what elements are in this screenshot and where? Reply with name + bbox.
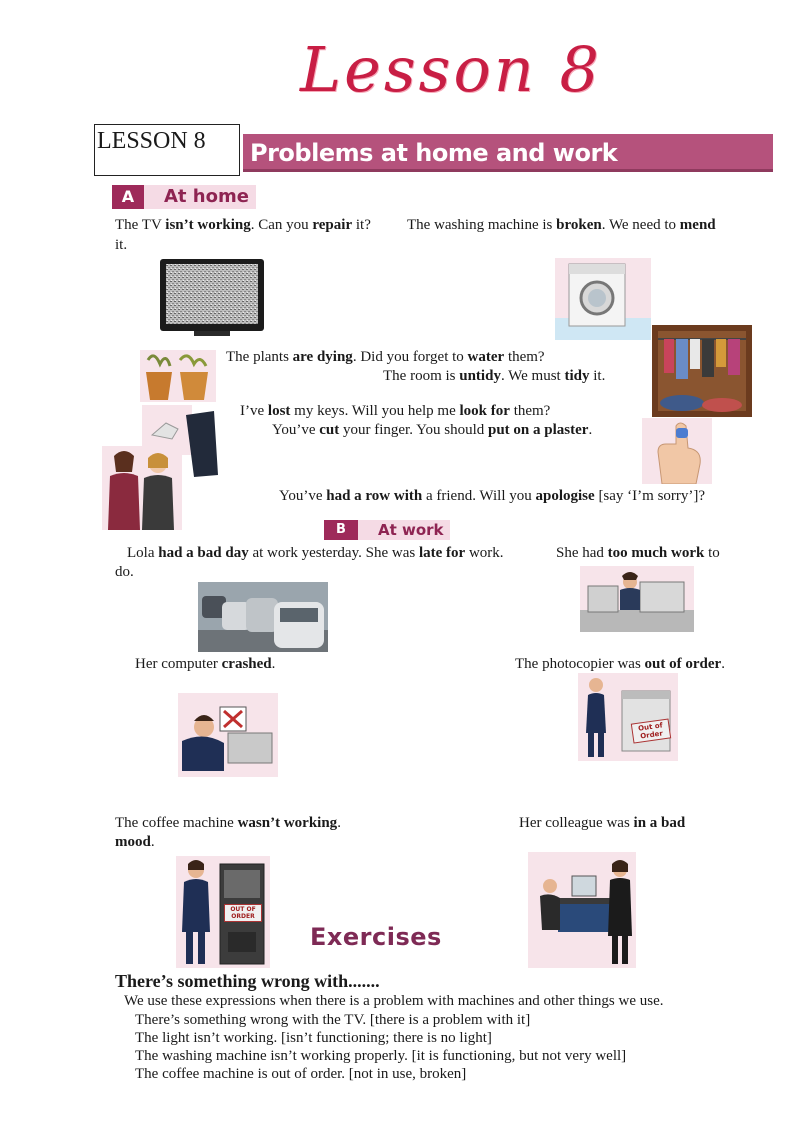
grammar-example: The light isn’t working. [isn’t functioning; there is no light] (135, 1030, 492, 1046)
sentence-too-much-work-end: do. (115, 564, 134, 580)
sentence-colleague: Her colleague was in a bad (519, 815, 686, 831)
coffee-out-of-order-sign: OUT OF ORDER (224, 904, 262, 922)
sentence-too-much-work: She had too much work to (556, 545, 720, 561)
washing-machine-image (555, 258, 651, 340)
grammar-example: The coffee machine is out of order. [not in use, broken] (135, 1066, 467, 1082)
sentence-coffee-machine: The coffee machine wasn’t working. (115, 815, 341, 831)
section-a-header (112, 185, 256, 209)
banner-title: Problems at home and work (250, 139, 618, 167)
row-with-friend-image (102, 446, 182, 530)
sentence-room: The room is untidy. We must tidy it. (383, 368, 606, 384)
sentence-plants: The plants are dying. Did you forget to water them? (226, 349, 545, 365)
sentence-computer-crashed: Her computer crashed. (135, 656, 276, 672)
dying-plants-image (140, 350, 216, 402)
lesson-label-box: LESSON 8 (94, 124, 240, 176)
computer-crash-image (178, 693, 278, 777)
sentence-washing-machine: The washing machine is broken. We need to mend (407, 217, 716, 233)
coffee-machine-image (176, 856, 270, 968)
tv-image (158, 257, 266, 339)
section-b-header (324, 520, 450, 540)
grammar-examples-list (135, 1011, 626, 1083)
sentence-tv: The TV isn’t working. Can you repair it? (115, 217, 371, 233)
sentence-keys: I’ve lost my keys. Will you help me look for them? (240, 403, 551, 419)
sentence-washing-machine-end: it. (115, 237, 128, 253)
cut-finger-image (642, 418, 712, 484)
section-a-letter: A (112, 185, 144, 209)
grammar-example: The washing machine isn’t working properly. [it is functioning, but not very well] (135, 1048, 627, 1064)
untidy-room-image (652, 325, 752, 417)
colleague-bad-mood-image (528, 852, 636, 968)
grammar-example: There’s something wrong with the TV. [there is a problem with it] (135, 1012, 531, 1028)
sentence-bad-day: Lola had a bad day at work yesterday. She was late for work. (127, 545, 504, 561)
exercises-title: Exercises (310, 923, 442, 951)
sentence-row: You’ve had a row with a friend. Will you apologise [say ‘I’m sorry’]? (279, 488, 706, 504)
section-b-title: At work (378, 521, 444, 539)
lesson-title-decorative: Lesson 8 (300, 33, 602, 106)
traffic-jam-image (198, 582, 328, 652)
sentence-finger: You’ve cut your finger. You should put on a plaster. (272, 422, 593, 438)
grammar-heading: There’s something wrong with....... (115, 971, 380, 991)
section-b-letter: B (324, 520, 358, 540)
section-a-title: At home (164, 186, 249, 207)
paperwork-desk-image (580, 566, 694, 632)
grammar-intro: We use these expressions when there is a problem with machines and other things we use. (124, 993, 664, 1009)
sentence-photocopier: The photocopier was out of order. (515, 656, 725, 672)
sentence-colleague-end: mood. (115, 834, 155, 850)
photocopier-out-of-order-image (578, 673, 678, 761)
out-of-order-sign: Out of Order (631, 718, 671, 743)
